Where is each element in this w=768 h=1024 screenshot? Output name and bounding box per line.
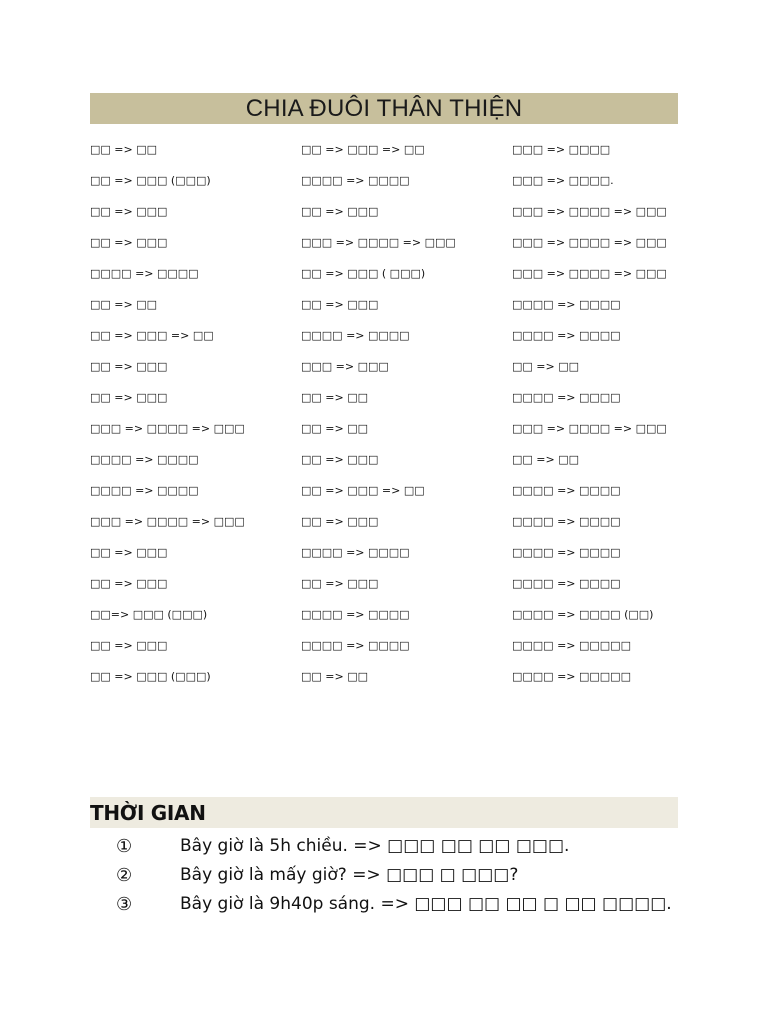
vocab-item: □□ => □□ [90, 143, 157, 156]
vocab-item: □□□ => □□□□ => □□□ [512, 236, 667, 249]
vocab-table [90, 134, 678, 692]
time-examples-list [90, 832, 690, 919]
vocab-item: □□□□ => □□□□ [301, 329, 410, 342]
vocab-item: □□ => □□□ [301, 577, 379, 590]
vocab-column-2 [301, 134, 512, 692]
vocab-item: □□ => □□□ [90, 205, 168, 218]
vocab-item: □□□ => □□□□ => □□□ [90, 422, 245, 435]
vocab-item: □□ => □□ [301, 422, 368, 435]
vocab-item: □□□□ => □□□□ [301, 174, 410, 187]
vocab-item: □□=> □□□ (□□□) [90, 608, 208, 621]
list-item [90, 890, 690, 919]
vocab-item: □□□□ => □□□□ [512, 298, 621, 311]
vocab-item: □□□ => □□□□ => □□□ [90, 515, 245, 528]
section-title: THỜI GIAN [90, 797, 678, 828]
vocab-item: □□□□ => □□□□ [512, 484, 621, 497]
vocab-item: □□ => □□□ => □□ [301, 484, 425, 497]
vocab-item: □□□□ => □□□□ [512, 329, 621, 342]
vocab-item: □□ => □□□ (□□□) [90, 670, 211, 683]
vocab-column-3 [512, 134, 678, 692]
vocab-item: □□□□ => □□□□□ [512, 670, 631, 683]
vocab-item: □□ => □□□ [301, 298, 379, 311]
vocab-item: □□□ => □□□□ => □□□ [512, 422, 667, 435]
vocab-item: □□ => □□□ (□□□) [90, 174, 211, 187]
vocab-item: □□□ => □□□□ => □□□ [512, 267, 667, 280]
vocab-item: □□□ => □□□□ => □□□ [301, 236, 456, 249]
list-item-number: ① [116, 836, 133, 857]
vocab-item: □□□□ => □□□□ [90, 267, 199, 280]
vocab-item: □□□□ => □□□□ (□□) [512, 608, 654, 621]
list-item [90, 832, 690, 861]
vocab-item: □□□□ => □□□□ [301, 608, 410, 621]
vocab-item: □□ => □□□ [301, 453, 379, 466]
vocab-item: □□ => □□□ [301, 515, 379, 528]
vocab-item: □□□□ => □□□□□ [512, 639, 631, 652]
vocab-item: □□□ => □□□□ => □□□ [512, 205, 667, 218]
vocab-item: □□ => □□□ [90, 236, 168, 249]
vocab-item: □□ => □□□ => □□ [301, 143, 425, 156]
vocab-item: □□ => □□□ => □□ [90, 329, 214, 342]
vocab-item: □□□□ => □□□□ [512, 515, 621, 528]
vocab-item: □□ => □□ [301, 670, 368, 683]
vocab-item: □□□□ => □□□□ [90, 484, 199, 497]
vocab-item: □□ => □□ [90, 298, 157, 311]
vocab-item: □□□ => □□□□ [512, 143, 611, 156]
vocab-item: □□□ => □□□ [301, 360, 389, 373]
list-item-text: Bây giờ là 5h chiều. => □□□ □□ □□ □□□. [180, 836, 570, 856]
list-item [90, 861, 690, 890]
vocab-item: □□ => □□□ ( □□□) [301, 267, 426, 280]
list-item-number: ③ [116, 894, 133, 915]
list-item-text: Bây giờ là mấy giờ? => □□□ □ □□□? [180, 865, 519, 885]
vocab-item: □□ => □□□ [90, 577, 168, 590]
vocab-item: □□□□ => □□□□ [512, 391, 621, 404]
vocab-item: □□□ => □□□□. [512, 174, 614, 187]
vocab-column-1 [90, 134, 301, 692]
vocab-item: □□□□ => □□□□ [512, 577, 621, 590]
vocab-item: □□□□ => □□□□ [90, 453, 199, 466]
vocab-item: □□□□ => □□□□ [512, 546, 621, 559]
page-title: CHIA ĐUÔI THÂN THIỆN [90, 93, 678, 124]
vocab-item: □□ => □□ [301, 391, 368, 404]
list-item-text: Bây giờ là 9h40p sáng. => □□□ □□ □□ □ □□ □□□□. [180, 894, 672, 914]
list-item-number: ② [116, 865, 133, 886]
vocab-item: □□ => □□ [512, 453, 579, 466]
vocab-item: □□ => □□ [512, 360, 579, 373]
vocab-item: □□ => □□□ [90, 360, 168, 373]
vocab-item: □□ => □□□ [90, 391, 168, 404]
vocab-item: □□□□ => □□□□ [301, 639, 410, 652]
vocab-item: □□ => □□□ [90, 546, 168, 559]
vocab-item: □□ => □□□ [301, 205, 379, 218]
vocab-item: □□□□ => □□□□ [301, 546, 410, 559]
vocab-item: □□ => □□□ [90, 639, 168, 652]
